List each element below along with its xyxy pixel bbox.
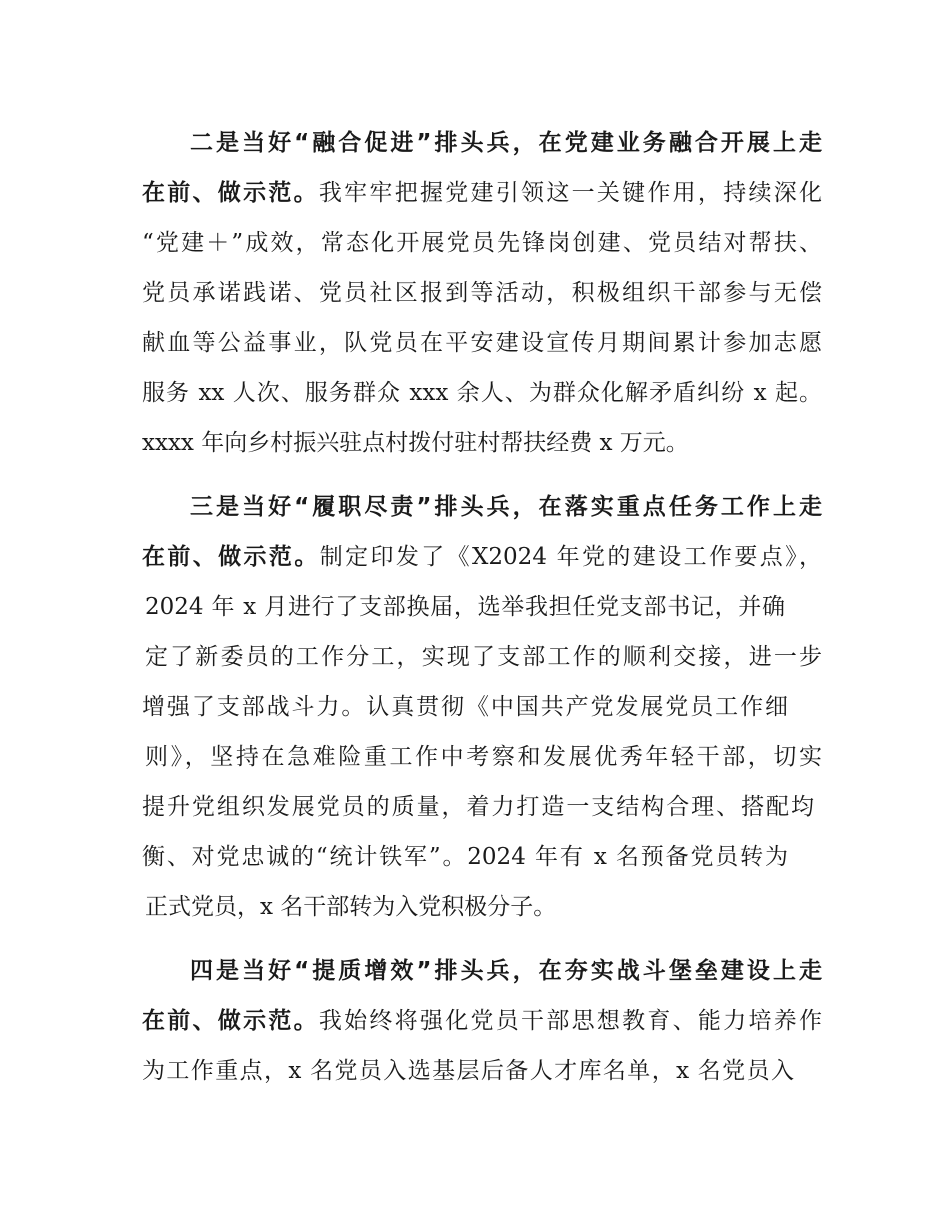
paragraph-2-line-2 — [142, 540, 822, 574]
paragraph-1-line: 献血等公益事业，队党员在平安建设宣传月期间累计参加志愿 — [142, 330, 822, 356]
paragraph-1-line-2 — [142, 176, 822, 210]
paragraph-2-line: 则》，坚持在急难险重工作中考察和发展优秀年轻干部，切实 — [145, 744, 822, 770]
paragraph-1-heading: 二是当好“融合促进”排头兵，在党建业务融合开展上走 — [190, 130, 822, 156]
paragraph-3-line-2 — [142, 1004, 822, 1038]
paragraph-1-heading-tail: 在前、做示范。 — [142, 180, 319, 206]
paragraph-3-heading-tail: 在前、做示范。 — [142, 1008, 319, 1034]
paragraph-1-line: 服务 xx 人次、服务群众 xxx 余人、为群众化解矛盾纠纷 x 起。 — [142, 380, 822, 406]
paragraph-2-line: 正式党员，x 名干部转为入党积极分子。 — [145, 894, 557, 920]
paragraph-2-line: 衡、对党忠诚的“统计铁军”。2024 年有 x 名预备党员转为 — [142, 844, 788, 870]
paragraph-2-heading: 三是当好“履职尽责”排头兵，在落实重点任务工作上走 — [190, 494, 822, 520]
paragraph-1-body-start: 我牢牢把握党建引领这一关键作用，持续深化 — [318, 180, 822, 206]
paragraph-1-line: “党建＋”成效，常态化开展党员先锋岗创建、党员结对帮扶、 — [142, 230, 822, 256]
paragraph-1-line: xxxx 年向乡村振兴驻点村拨付驻村帮扶经费 x 万元。 — [142, 430, 689, 456]
paragraph-1-line: 党员承诺践诺、党员社区报到等活动，积极组织干部参与无偿 — [142, 280, 822, 306]
paragraph-2-line: 提升党组织发展党员的质量，着力打造一支结构合理、搭配均 — [142, 794, 814, 820]
paragraph-3-body-start: 我始终将强化党员干部思想教育、能力培养作 — [318, 1008, 822, 1034]
paragraph-2-line: 增强了支部战斗力。认真贯彻《中国共产党发展党员工作细 — [142, 694, 788, 720]
paragraph-2-line: 2024 年 x 月进行了支部换届，选举我担任党支部书记，并确 — [145, 594, 785, 620]
paragraph-2-line: 定了新委员的工作分工，实现了支部工作的顺利交接，进一步 — [145, 644, 822, 670]
paragraph-3-line: 为工作重点，x 名党员入选基层后备人才库名单，x 名党员入 — [142, 1058, 794, 1084]
paragraph-2-body-start: 制定印发了《X2024 年党的建设工作要点》， — [319, 544, 822, 570]
paragraph-3-heading: 四是当好“提质增效”排头兵，在夯实战斗堡垒建设上走 — [190, 958, 822, 984]
paragraph-2-heading-tail: 在前、做示范。 — [142, 544, 320, 570]
